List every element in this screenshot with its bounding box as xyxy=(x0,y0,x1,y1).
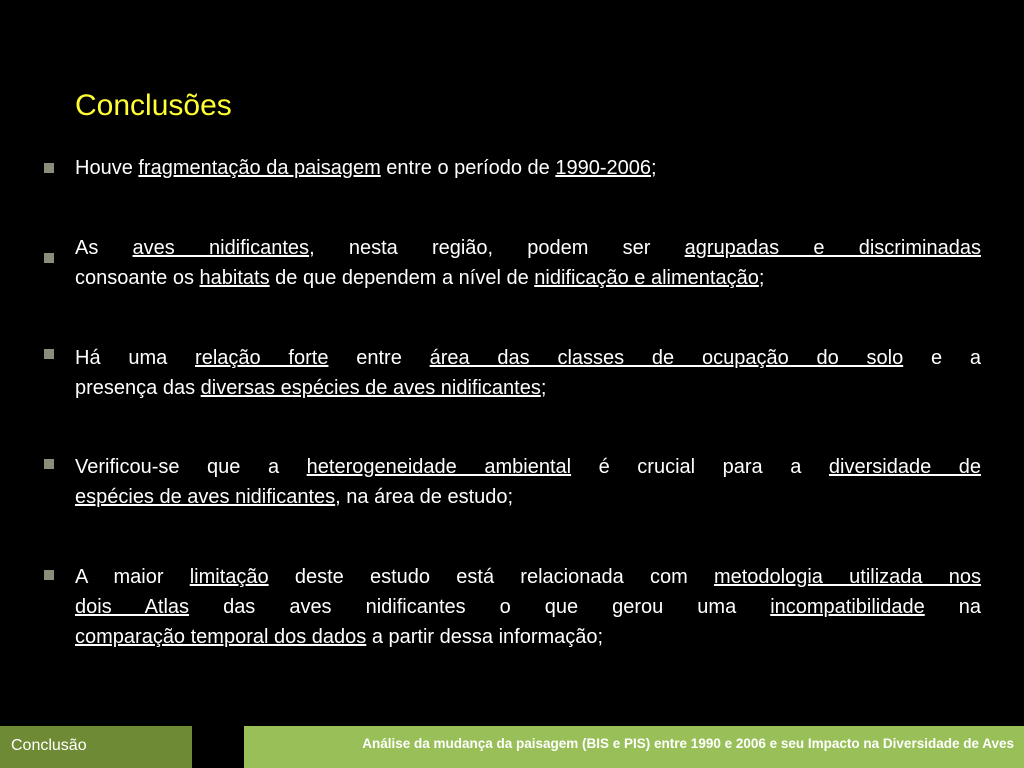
bullet-marker-1 xyxy=(44,163,54,173)
bullet-line xyxy=(75,452,981,482)
bullet-line xyxy=(75,373,981,403)
bullet-text: , nesta região, podem ser xyxy=(309,237,685,259)
bullet-text: entre xyxy=(328,347,430,369)
highlighted-term: comparação temporal dos dados xyxy=(75,626,367,648)
highlighted-term: limitação xyxy=(189,566,269,588)
bullet-text: entre o período de xyxy=(380,157,556,179)
bullet-text: ; xyxy=(540,377,547,399)
bullet-line xyxy=(75,482,981,512)
bullet-marker-5 xyxy=(44,570,54,580)
bullet-marker-3 xyxy=(44,349,54,359)
slide-title: Conclusões xyxy=(75,89,232,122)
bullet-text: das aves nidificantes o que gerou uma xyxy=(189,596,771,618)
bullet-text: Há uma xyxy=(75,347,196,369)
bullet-text: As xyxy=(75,237,133,259)
bullet-marker-4 xyxy=(44,459,54,469)
bullet-item-2 xyxy=(75,233,981,293)
bullet-marker-2 xyxy=(44,253,54,263)
highlighted-term: diversas espécies de aves nidificantes xyxy=(200,377,541,399)
highlighted-term: diversidade de xyxy=(828,456,982,478)
bullet-text: Houve xyxy=(75,157,139,179)
bullet-line xyxy=(75,343,981,373)
highlighted-term: espécies de aves nidificantes xyxy=(75,486,336,508)
bullet-line xyxy=(75,153,981,183)
highlighted-term: metodologia utilizada nos xyxy=(713,566,982,588)
bullet-item-5 xyxy=(75,562,981,652)
bullet-text: a partir dessa informação; xyxy=(366,626,604,648)
bullet-text: é crucial para a xyxy=(571,456,829,478)
highlighted-term: 1990-2006 xyxy=(555,157,651,179)
bullet-text: , na área de estudo; xyxy=(335,486,514,508)
bullet-line xyxy=(75,263,981,293)
highlighted-term: nidificação e alimentação xyxy=(534,267,759,289)
bullet-item-3 xyxy=(75,343,981,403)
bullet-line xyxy=(75,622,981,652)
bullet-item-1 xyxy=(75,153,981,183)
bullet-text: ; xyxy=(758,267,765,289)
highlighted-term: habitats xyxy=(199,267,270,289)
bullet-text: de que dependem a nível de xyxy=(269,267,535,289)
bullet-text: presença das xyxy=(75,377,201,399)
footer-presentation-title xyxy=(244,726,1024,768)
bullet-text: Verificou-se que a xyxy=(75,456,307,478)
bullet-text: ; xyxy=(650,157,657,179)
bullet-line xyxy=(75,233,981,263)
bullet-text: deste estudo está relacionada com xyxy=(268,566,714,588)
bullet-text: consoante os xyxy=(75,267,200,289)
bullet-item-4 xyxy=(75,452,981,512)
highlighted-term: área das classes de ocupação do solo xyxy=(429,347,904,369)
highlighted-term: heterogeneidade ambiental xyxy=(306,456,572,478)
highlighted-term: incompatibilidade xyxy=(770,596,925,618)
highlighted-term: aves nidificantes xyxy=(132,237,310,259)
bullet-text: A maior xyxy=(75,566,190,588)
highlighted-term: relação forte xyxy=(195,347,329,369)
bullet-line xyxy=(75,562,981,592)
highlighted-term: dois Atlas xyxy=(75,596,190,618)
bullet-text: na xyxy=(924,596,981,618)
highlighted-term: fragmentação da paisagem xyxy=(138,157,381,179)
bullet-line xyxy=(75,592,981,622)
highlighted-term: agrupadas e discriminadas xyxy=(684,237,981,259)
footer-section-label xyxy=(0,726,192,768)
footer-section-text: Conclusão xyxy=(11,737,87,754)
footer-presentation-text: Análise da mudança da paisagem (BIS e PIS) entre 1990 e 2006 e seu Impacto na Diversidade de Aves xyxy=(362,736,1014,751)
bullet-text: e a xyxy=(903,347,982,369)
